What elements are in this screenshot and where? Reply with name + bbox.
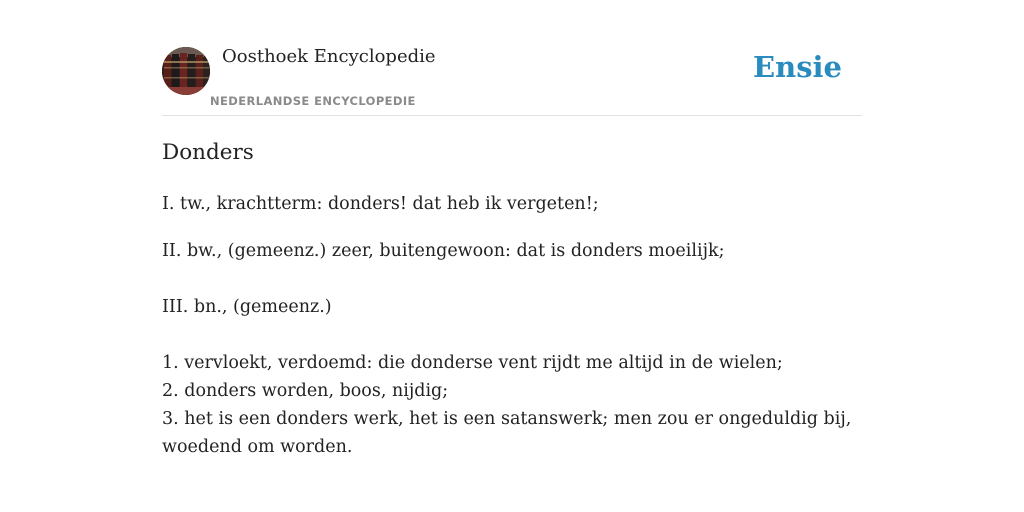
entry-title: Donders (162, 140, 254, 165)
site-subtitle: NEDERLANDSE ENCYCLOPEDIE (210, 94, 416, 108)
header (162, 0, 862, 116)
entry-line-4: 1. vervloekt, verdoemd: die donderse vent rijdt me altijd in de wielen; (162, 353, 783, 373)
brand-logo[interactable]: Ensie (753, 50, 842, 84)
entry-line-1: I. tw., krachtterm: donders! dat heb ik vergeten!; (162, 194, 599, 214)
page (162, 0, 862, 512)
site-title[interactable]: Oosthoek Encyclopedie (222, 46, 436, 67)
entry-line-3: III. bn., (gemeenz.) (162, 297, 332, 317)
entry-line-6: 3. het is een donders werk, het is een satanswerk; men zou er ongeduldig bij, (162, 409, 852, 429)
entry-line-5: 2. donders worden, boos, nijdig; (162, 381, 449, 401)
entry-line-2: II. bw., (gemeenz.) zeer, buitengewoon: dat is donders moeilijk; (162, 241, 725, 261)
books-icon[interactable] (162, 47, 210, 95)
entry-line-7: woedend om worden. (162, 437, 353, 457)
